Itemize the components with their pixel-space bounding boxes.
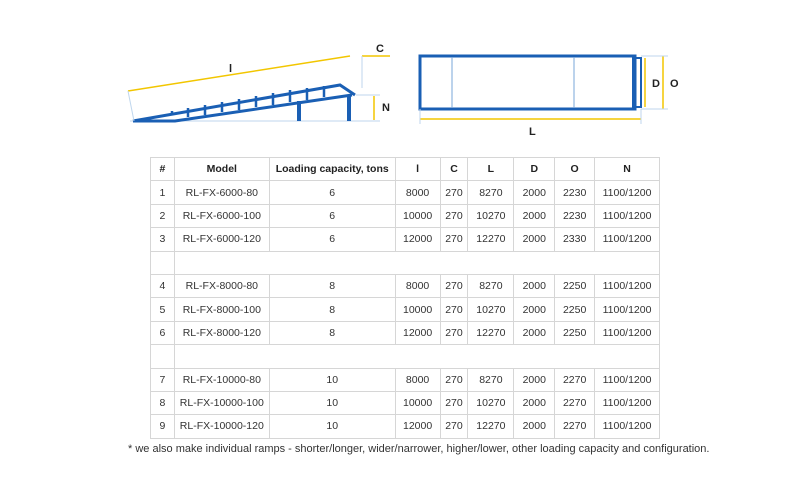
cell: 12270 xyxy=(468,415,514,438)
cell: 8270 xyxy=(468,274,514,297)
table-row xyxy=(151,181,660,204)
cell: 10 xyxy=(269,368,395,391)
cell: 2000 xyxy=(514,274,555,297)
cell: 4 xyxy=(151,274,175,297)
cell: 10270 xyxy=(468,391,514,414)
cell: 270 xyxy=(440,321,468,344)
ramp-top-view xyxy=(420,56,679,138)
specs-table xyxy=(150,157,660,439)
cell: 10270 xyxy=(468,298,514,321)
cell: 10000 xyxy=(395,391,440,414)
cell: 6 xyxy=(269,204,395,227)
table-row xyxy=(151,321,660,344)
cell: 10 xyxy=(269,391,395,414)
dimension-l-label: l xyxy=(229,63,233,75)
cell: RL-FX-8000-120 xyxy=(174,321,269,344)
cell: 2250 xyxy=(555,274,595,297)
cell: 270 xyxy=(440,298,468,321)
cell: 2270 xyxy=(555,415,595,438)
cell: 270 xyxy=(440,391,468,414)
header-n: N xyxy=(595,158,660,181)
cell: 8 xyxy=(269,298,395,321)
dimension-c-label: C xyxy=(376,43,384,55)
cell: 8000 xyxy=(395,274,440,297)
cell: 12000 xyxy=(395,228,440,251)
cell: 1100/1200 xyxy=(595,368,660,391)
dimension-d-label: D xyxy=(652,78,660,90)
cell: 6 xyxy=(269,181,395,204)
cell: 1100/1200 xyxy=(595,228,660,251)
cell: 2000 xyxy=(514,298,555,321)
cell: 5 xyxy=(151,298,175,321)
cell: RL-FX-6000-80 xyxy=(174,181,269,204)
table-row xyxy=(151,274,660,297)
header-d: D xyxy=(514,158,555,181)
cell: 2230 xyxy=(555,181,595,204)
cell: 2 xyxy=(151,204,175,227)
header-l: l xyxy=(395,158,440,181)
dimension-o-label: O xyxy=(670,78,679,90)
ramp-diagrams xyxy=(0,0,800,150)
dimension-L-label: L xyxy=(529,126,536,138)
cell: 12270 xyxy=(468,321,514,344)
cell: 1100/1200 xyxy=(595,391,660,414)
cell: 2000 xyxy=(514,368,555,391)
spacer-cell xyxy=(151,345,175,368)
cell: 3 xyxy=(151,228,175,251)
table-row xyxy=(151,391,660,414)
cell: RL-FX-8000-100 xyxy=(174,298,269,321)
ramp-side-view xyxy=(128,43,390,121)
cell: 2230 xyxy=(555,204,595,227)
cell: 2270 xyxy=(555,368,595,391)
cell: 8270 xyxy=(468,181,514,204)
cell: 2250 xyxy=(555,321,595,344)
cell: 2000 xyxy=(514,415,555,438)
table-header-row xyxy=(151,158,660,181)
cell: 8 xyxy=(269,274,395,297)
header-o: O xyxy=(555,158,595,181)
table-row xyxy=(151,415,660,438)
cell: 1100/1200 xyxy=(595,415,660,438)
cell: RL-FX-6000-100 xyxy=(174,204,269,227)
cell: 8 xyxy=(269,321,395,344)
cell: 10000 xyxy=(395,298,440,321)
spacer-row xyxy=(151,345,660,368)
cell: RL-FX-10000-80 xyxy=(174,368,269,391)
cell: RL-FX-10000-120 xyxy=(174,415,269,438)
cell: 2270 xyxy=(555,391,595,414)
cell: 10000 xyxy=(395,204,440,227)
cell: 270 xyxy=(440,181,468,204)
cell: 8000 xyxy=(395,181,440,204)
cell: 2000 xyxy=(514,391,555,414)
header-c: C xyxy=(440,158,468,181)
header-capacity: Loading capacity, tons xyxy=(269,158,395,181)
cell: RL-FX-10000-100 xyxy=(174,391,269,414)
cell: RL-FX-8000-80 xyxy=(174,274,269,297)
cell: 1100/1200 xyxy=(595,321,660,344)
footnote: * we also make individual ramps - shorter/longer, wider/narrower, higher/lower, other loading capacity and configuration. xyxy=(128,443,710,455)
cell: 270 xyxy=(440,228,468,251)
header-number: # xyxy=(151,158,175,181)
cell: 12270 xyxy=(468,228,514,251)
cell: 1 xyxy=(151,181,175,204)
header-L: L xyxy=(468,158,514,181)
cell: 1100/1200 xyxy=(595,274,660,297)
cell: 2000 xyxy=(514,228,555,251)
cell: 1100/1200 xyxy=(595,204,660,227)
cell: 7 xyxy=(151,368,175,391)
cell: 8 xyxy=(151,391,175,414)
cell: 9 xyxy=(151,415,175,438)
table-row xyxy=(151,228,660,251)
cell: 2250 xyxy=(555,298,595,321)
cell: 12000 xyxy=(395,415,440,438)
spacer-row xyxy=(151,251,660,274)
cell: 1100/1200 xyxy=(595,181,660,204)
cell: 8000 xyxy=(395,368,440,391)
table-row xyxy=(151,204,660,227)
cell: 2000 xyxy=(514,321,555,344)
spacer-cell xyxy=(151,251,175,274)
cell: 12000 xyxy=(395,321,440,344)
cell: 2000 xyxy=(514,181,555,204)
spacer-cell xyxy=(174,251,659,274)
header-model: Model xyxy=(174,158,269,181)
dimension-n-label: N xyxy=(382,102,390,114)
cell: 2000 xyxy=(514,204,555,227)
cell: 270 xyxy=(440,274,468,297)
cell: 6 xyxy=(269,228,395,251)
cell: 10270 xyxy=(468,204,514,227)
cell: 2330 xyxy=(555,228,595,251)
cell: 6 xyxy=(151,321,175,344)
table-row xyxy=(151,368,660,391)
cell: 270 xyxy=(440,368,468,391)
cell: 270 xyxy=(440,415,468,438)
cell: 1100/1200 xyxy=(595,298,660,321)
cell: 270 xyxy=(440,204,468,227)
cell: 8270 xyxy=(468,368,514,391)
spacer-cell xyxy=(174,345,659,368)
cell: 10 xyxy=(269,415,395,438)
table-row xyxy=(151,298,660,321)
cell: RL-FX-6000-120 xyxy=(174,228,269,251)
